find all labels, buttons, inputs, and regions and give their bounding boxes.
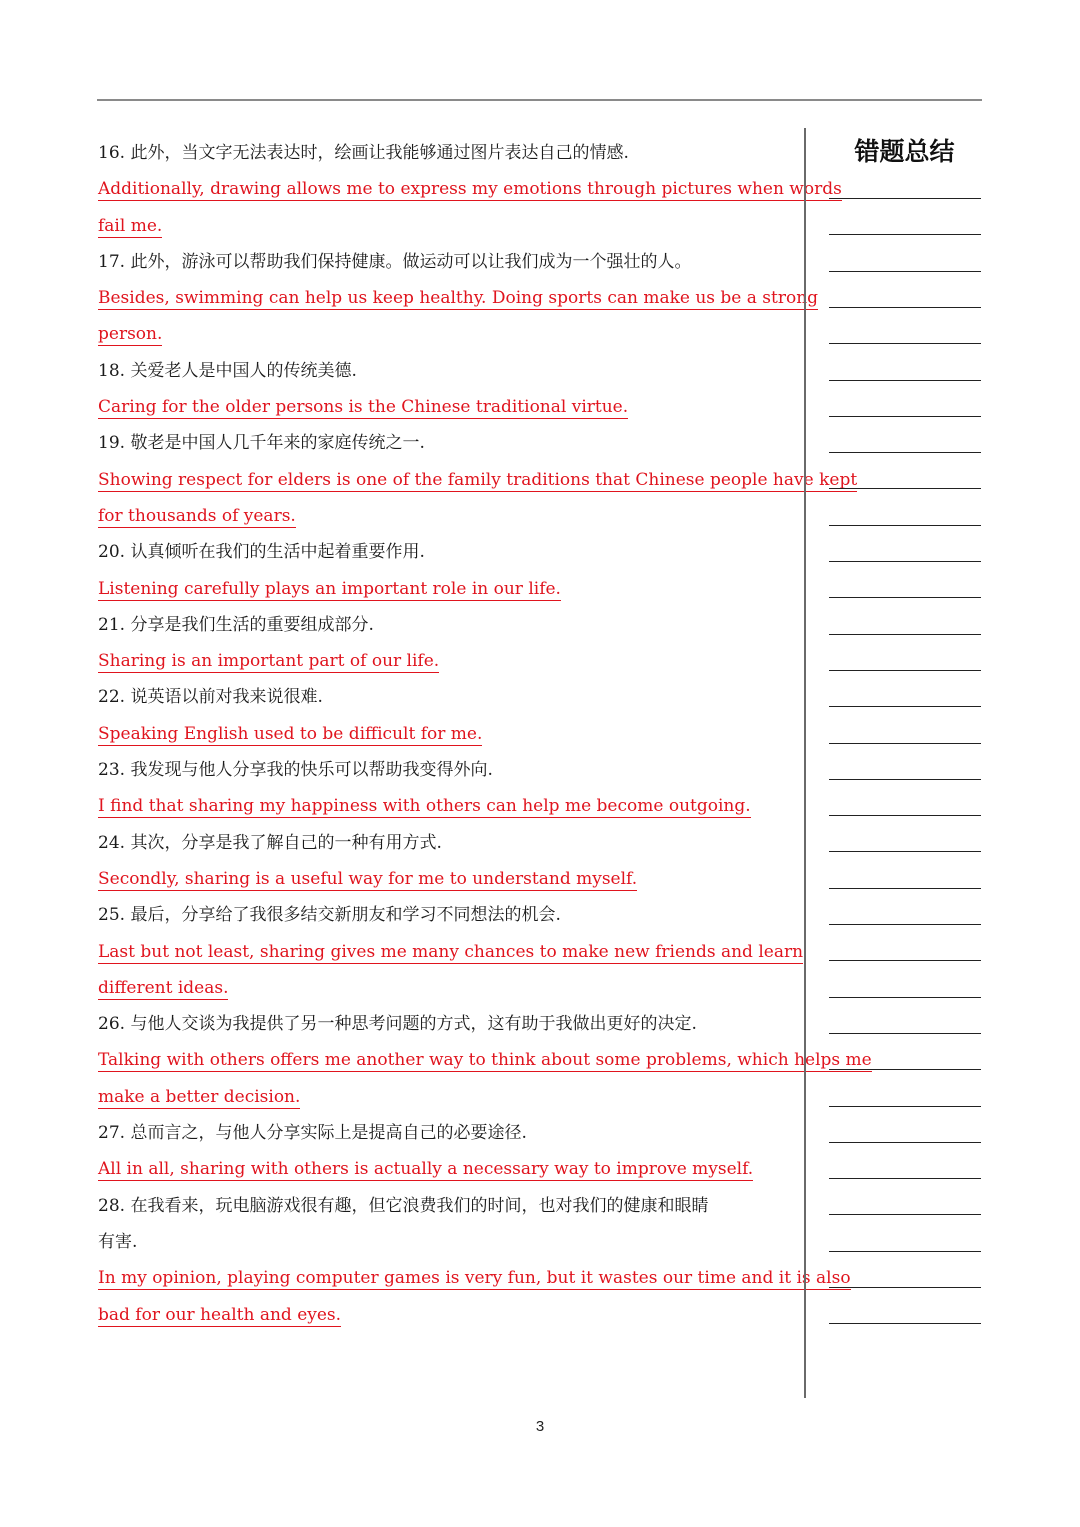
english-answer-line bbox=[98, 970, 798, 1006]
chinese-sentence-line: 有害. bbox=[98, 1231, 138, 1252]
english-answer-line bbox=[98, 389, 798, 425]
summary-blank-line bbox=[829, 1287, 981, 1288]
summary-blank-line bbox=[829, 1251, 981, 1252]
answer-text: I find that sharing my happiness with others can help me become outgoing. bbox=[98, 796, 751, 817]
english-answer-line bbox=[98, 316, 798, 352]
summary-blank-line bbox=[829, 779, 981, 780]
answer-text: Listening carefully plays an important role in our life. bbox=[98, 578, 561, 599]
chinese-sentence-line: 16. 此外，当文字无法表达时，绘画让我能够通过图片表达自己的情感. bbox=[98, 143, 629, 163]
english-answer-line bbox=[98, 934, 804, 970]
chinese-sentence-line: 26. 与他人交谈为我提供了另一种思考问题的方式，这有助于我做出更好的决定. bbox=[98, 1014, 697, 1035]
summary-blank-line bbox=[829, 488, 981, 489]
answer-text: Besides, swimming can help us keep healthy. Doing sports can make us be a strong bbox=[98, 288, 819, 309]
chinese-sentence-line: 19. 敬老是中国人几千年来的家庭传统之一. bbox=[98, 433, 425, 454]
chinese-sentence-line: 28. 在我看来，玩电脑游戏很有趣，但它浪费我们的时间，也对我们的健康和眼睛 bbox=[98, 1195, 709, 1216]
summary-blank-line bbox=[829, 452, 981, 453]
chinese-sentence-line: 20. 认真倾听在我们的生活中起着重要作用. bbox=[98, 542, 425, 563]
answer-text: In my opinion, playing computer games is very fun, but it wastes our time and it is also bbox=[98, 1268, 851, 1289]
chinese-sentence-line: 23. 我发现与他人分享我的快乐可以帮助我变得外向. bbox=[98, 760, 493, 781]
summary-blank-line bbox=[829, 1214, 981, 1215]
answer-text: make a better decision. bbox=[98, 1086, 301, 1107]
chinese-sentence-line: 17. 此外，游泳可以帮助我们保持健康。做运动可以让我们成为一个强壮的人。 bbox=[98, 251, 692, 272]
summary-blank-line bbox=[829, 561, 981, 562]
exercise-list bbox=[98, 135, 872, 1333]
english-answer-line bbox=[98, 171, 842, 207]
answer-text: All in all, sharing with others is actually a necessary way to improve myself. bbox=[98, 1159, 754, 1180]
column-divider bbox=[804, 128, 806, 1398]
english-answer-line bbox=[98, 462, 858, 498]
english-answer-line bbox=[98, 1297, 798, 1333]
summary-blank-line bbox=[829, 888, 981, 889]
answer-text: person. bbox=[98, 324, 163, 345]
summary-blank-line bbox=[829, 706, 981, 707]
summary-blank-line bbox=[829, 1069, 981, 1070]
chinese-sentence-line: 27. 总而言之，与他人分享实际上是提高自己的必要途径. bbox=[98, 1123, 527, 1144]
summary-blank-line bbox=[829, 670, 981, 671]
summary-blank-line bbox=[829, 634, 981, 635]
answer-text: Showing respect for elders is one of the family traditions that Chinese people have kept bbox=[98, 469, 858, 490]
summary-blank-line bbox=[829, 1106, 981, 1107]
mistake-summary-title: 错题总结 bbox=[854, 137, 955, 166]
answer-text: bad for our health and eyes. bbox=[98, 1304, 342, 1325]
answer-text: Talking with others offers me another way to think about some problems, which helps me bbox=[98, 1050, 872, 1071]
summary-blank-line bbox=[829, 343, 981, 344]
answer-text: Last but not least, sharing gives me many chances to make new friends and learn bbox=[98, 941, 804, 962]
english-answer-line bbox=[98, 1079, 798, 1115]
answer-text: Secondly, sharing is a useful way for me to understand myself. bbox=[98, 868, 638, 889]
summary-blank-line bbox=[829, 960, 981, 961]
english-answer-line bbox=[98, 861, 798, 897]
summary-blank-line bbox=[829, 380, 981, 381]
summary-blank-line bbox=[829, 924, 981, 925]
answer-text: Speaking English used to be difficult for me. bbox=[98, 723, 483, 744]
english-answer-line bbox=[98, 716, 798, 752]
header-rule bbox=[97, 99, 982, 101]
summary-blank-line bbox=[829, 307, 981, 308]
summary-blank-line bbox=[829, 851, 981, 852]
answer-text: Additionally, drawing allows me to express my emotions through pictures when words bbox=[98, 179, 842, 200]
answer-text: for thousands of years. bbox=[98, 505, 296, 526]
english-answer-line bbox=[98, 498, 798, 534]
english-answer-line bbox=[98, 1151, 798, 1187]
summary-blank-line bbox=[829, 271, 981, 272]
answer-text: Caring for the older persons is the Chinese traditional virtue. bbox=[98, 397, 629, 418]
summary-blank-line bbox=[829, 997, 981, 998]
summary-blank-line bbox=[829, 1323, 981, 1324]
summary-blank-line bbox=[829, 234, 981, 235]
answer-text: Sharing is an important part of our life. bbox=[98, 651, 440, 672]
chinese-sentence-line: 18. 关爱老人是中国人的传统美德. bbox=[98, 360, 357, 381]
english-answer-line bbox=[98, 571, 798, 607]
summary-blank-line bbox=[829, 525, 981, 526]
chinese-sentence-line: 24. 其次，分享是我了解自己的一种有用方式. bbox=[98, 832, 442, 853]
answer-text: fail me. bbox=[98, 215, 163, 236]
chinese-sentence-line: 22. 说英语以前对我来说很难. bbox=[98, 687, 323, 708]
summary-blank-line bbox=[829, 1142, 981, 1143]
english-answer-line bbox=[98, 280, 819, 316]
summary-blank-line bbox=[829, 743, 981, 744]
summary-blank-line bbox=[829, 1178, 981, 1179]
english-answer-line bbox=[98, 1042, 872, 1078]
english-answer-line bbox=[98, 788, 798, 824]
summary-blank-line bbox=[829, 815, 981, 816]
summary-blank-line bbox=[829, 1033, 981, 1034]
chinese-sentence-line: 25. 最后，分享给了我很多结交新朋友和学习不同想法的机会. bbox=[98, 905, 561, 926]
english-answer-line bbox=[98, 208, 798, 244]
page-number: 3 bbox=[535, 1418, 545, 1435]
summary-blank-line bbox=[829, 597, 981, 598]
answer-text: different ideas. bbox=[98, 977, 229, 998]
summary-blank-line bbox=[829, 416, 981, 417]
english-answer-line bbox=[98, 643, 798, 679]
summary-blank-line bbox=[829, 198, 981, 199]
english-answer-line bbox=[98, 1260, 851, 1296]
chinese-sentence-line: 21. 分享是我们生活的重要组成部分. bbox=[98, 614, 374, 635]
